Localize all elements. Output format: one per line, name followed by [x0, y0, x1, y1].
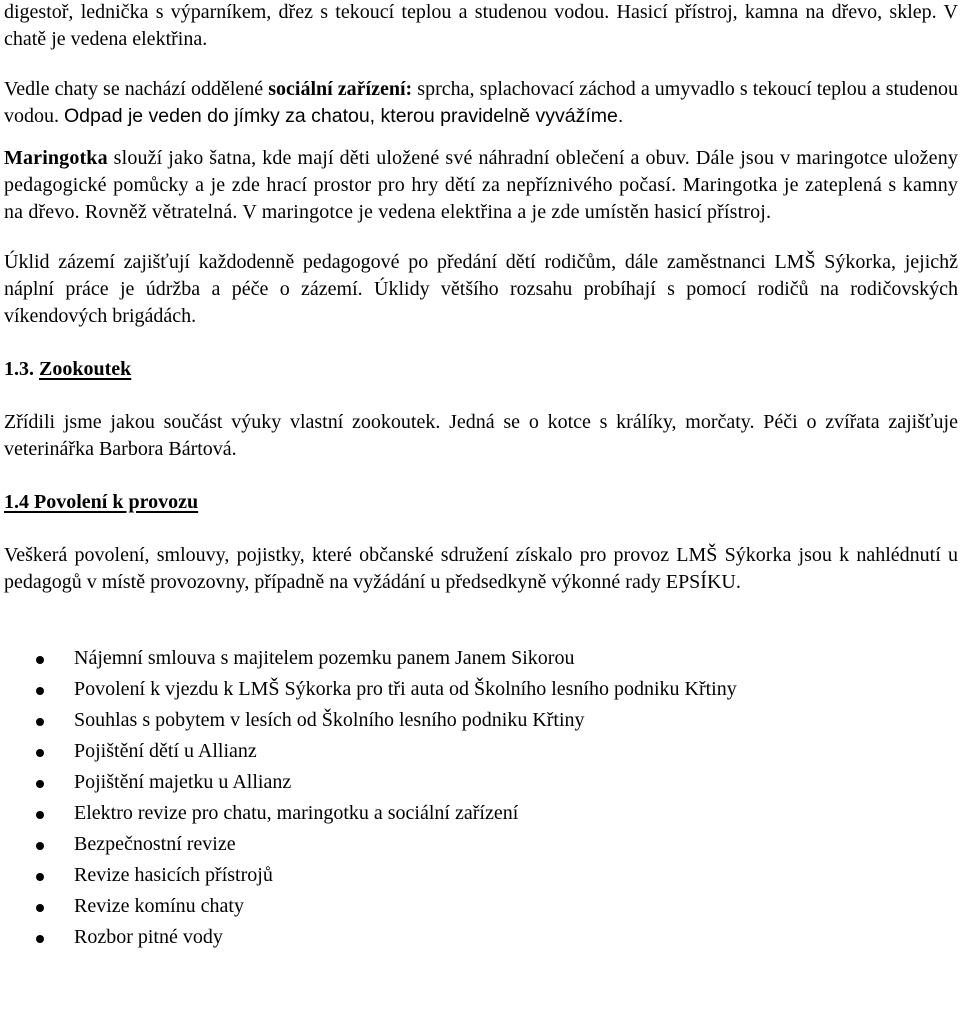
bullet-icon — [36, 842, 44, 850]
bullet-icon — [36, 656, 44, 664]
list-item — [4, 767, 958, 798]
list-item-text: Pojištění dětí u Allianz — [74, 740, 257, 762]
bullet-icon — [36, 811, 44, 819]
document-list — [4, 643, 958, 953]
bullet-icon — [36, 749, 44, 757]
list-item-text: Bezpečnostní revize — [74, 833, 236, 855]
bullet-icon — [36, 718, 44, 726]
paragraph-zookoutek: Zřídili jsme jakou součást výuky vlastní zookoutek. Jedná se o kotce s králíky, morčaty. Péči o zvířata zajišťuje veterinářka Barbora Bártová. — [4, 411, 958, 460]
heading-povoleni — [4, 489, 958, 516]
bullet-icon — [36, 780, 44, 788]
list-item — [4, 643, 958, 674]
list-item-text: Pojištění majetku u Allianz — [74, 771, 292, 793]
list-item-text: Revize komínu chaty — [74, 895, 244, 917]
list-item — [4, 891, 958, 922]
list-item-text: Povolení k vjezdu k LMŠ Sýkorka pro tři auta od Školního lesního podniku Křtiny — [74, 678, 737, 700]
heading-title: 1.4 Povolení k provozu — [4, 491, 199, 513]
list-item — [4, 798, 958, 829]
bullet-icon — [36, 935, 44, 943]
list-item-text: Elektro revize pro chatu, maringotku a sociální zařízení — [74, 802, 519, 824]
list-item-text: Rozbor pitné vody — [74, 926, 223, 948]
paragraph-uklid: Úklid zázemí zajišťují každodenně pedagogové po předání dětí rodičům, dále zaměstnanci LMŠ Sýkorka, jejichž náplní práce je údržba a péče o zázemí. Úklidy většího rozsahu probíhají s pomocí rodičů na rodičovských víkendových brigádách. — [4, 251, 958, 327]
list-item — [4, 674, 958, 705]
paragraph-maringotka — [4, 145, 958, 226]
bullet-icon — [36, 904, 44, 912]
bold-term-socialni-zarizeni: sociální zařízení: — [268, 78, 413, 100]
list-item — [4, 922, 958, 953]
bold-term-maringotka: Maringotka — [4, 147, 108, 169]
bullet-icon — [36, 687, 44, 695]
list-item — [4, 705, 958, 736]
list-item — [4, 829, 958, 860]
list-item — [4, 860, 958, 891]
paragraph-chata-vybaveni: digestoř, lednička s výparníkem, dřez s tekoucí teplou a studenou vodou. Hasicí přístroj, kamna na dřevo, sklep. V chatě je vedena elektřina. — [4, 1, 958, 50]
text-span: Vedle chaty se nachází oddělené — [4, 78, 269, 100]
heading-zookoutek — [4, 356, 958, 383]
paragraph-socialni-zarizeni — [4, 76, 958, 130]
text-span: sprcha, splachovací záchod a umyvadlo s tekoucí teplou a studenou vodou. — [4, 78, 958, 127]
list-item-text: Nájemní smlouva s majitelem pozemku panem Janem Sikorou — [74, 647, 575, 669]
document-page — [4, 0, 958, 953]
list-item-text: Revize hasicích přístrojů — [74, 864, 273, 886]
heading-title: Zookoutek — [39, 358, 132, 380]
heading-number: 1.3. — [4, 358, 39, 380]
paragraph-povoleni: Veškerá povolení, smlouvy, pojistky, které občanské sdružení získalo pro provoz LMŠ Sýkorka jsou k nahlédnutí u pedagogů v místě provozovny, případně na vyžádání u předsedkyně výkonné rady EPSÍKU. — [4, 544, 958, 593]
text-span: slouží jako šatna, kde mají děti uložené své náhradní oblečení a obuv. — [107, 147, 696, 169]
list-item-text: Souhlas s pobytem v lesích od Školního lesního podniku Křtiny — [74, 709, 585, 731]
list-item — [4, 736, 958, 767]
text-span-odpad: Odpad je veden do jímky za chatou, kterou pravidelně vyvážíme. — [64, 105, 624, 127]
text-span: Dále jsou v maringotce uloženy pedagogické pomůcky a je zde hrací prostor pro hry dětí za nepříznivého počasí. Maringotka je zateplená s kamny na dřevo. Rovněž větratelná. V maringotce je vedena elektřina a je zde umístěn hasicí přístroj. — [4, 147, 958, 223]
bullet-icon — [36, 873, 44, 881]
